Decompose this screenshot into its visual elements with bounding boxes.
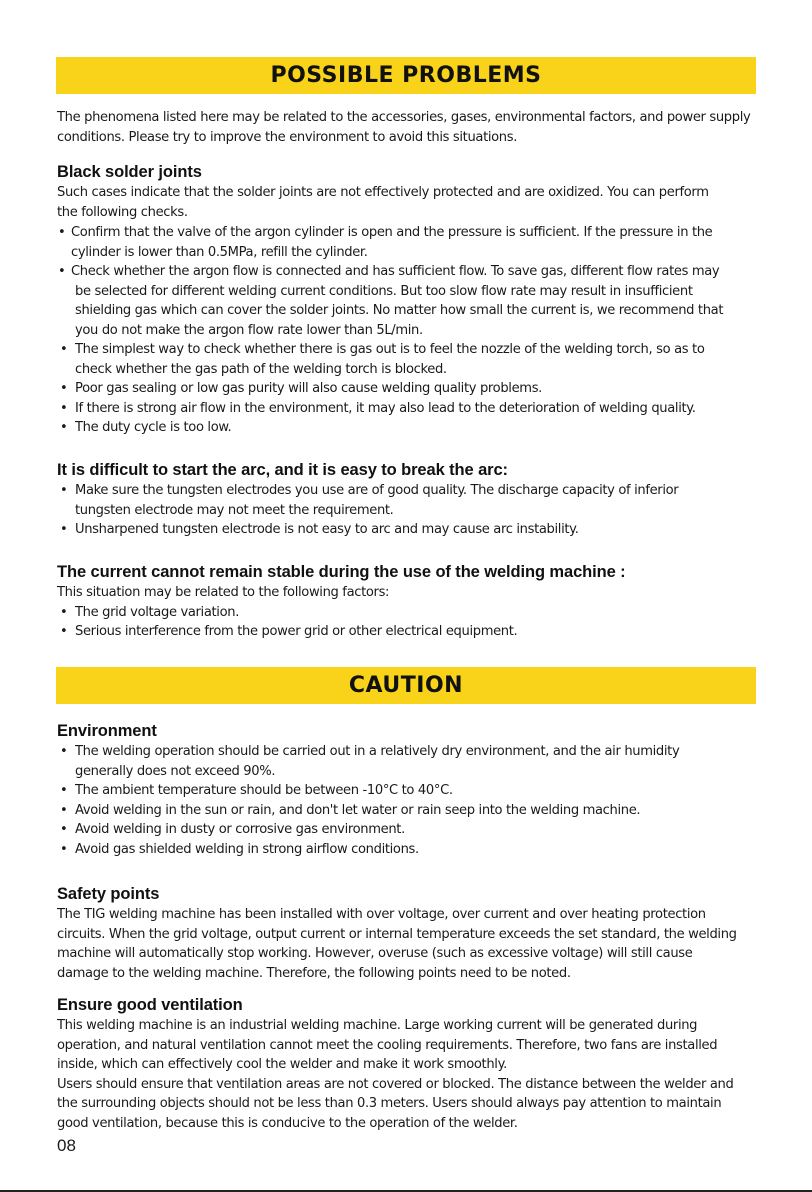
item-line: check whether the gas path of the welding torch is blocked. (75, 361, 447, 377)
item-line: If there is strong air flow in the environment, it may also lead to the deterioration of welding quality. (75, 400, 696, 416)
bullet-dot: • (60, 841, 68, 857)
list-item (57, 399, 757, 419)
section-heading: The current cannot remain stable during the use of the welding machine : (57, 563, 626, 581)
item-line: Poor gas sealing or low gas purity will also cause welding quality problems. (75, 381, 542, 396)
problems-intro (57, 108, 757, 147)
section-text: The TIG welding machine has been installed with over voltage, over current and over heating protection (57, 907, 706, 922)
section-heading: Ensure good ventilation (57, 996, 243, 1014)
list-item (57, 603, 757, 623)
caution-banner (56, 667, 756, 704)
section-text: circuits. When the grid voltage, output current or internal temperature exceeds the set standard, the welding (57, 926, 737, 942)
section-text: the following checks. (57, 204, 188, 220)
section-text: operation, and natural ventilation cannot meet the cooling requirements. Therefore, two fans are installed (57, 1037, 718, 1053)
list-item (57, 840, 757, 860)
page-number: 08 (57, 1136, 76, 1155)
item-line: The duty cycle is too low. (75, 420, 232, 435)
black-joints-list (57, 223, 757, 438)
current-list (57, 603, 757, 642)
bullet-dot: • (60, 624, 68, 639)
bullet-dot: • (58, 225, 66, 240)
list-item (57, 742, 757, 781)
bullet-dot: • (60, 420, 68, 435)
current-section (57, 561, 757, 642)
intro-line: The phenomena listed here may be related to the accessories, gases, environmental factors, and power supply (57, 110, 751, 125)
item-line: The grid voltage variation. (75, 604, 240, 620)
list-item (57, 520, 757, 540)
bullet-dot: • (60, 381, 68, 396)
bullet-dot: • (60, 822, 68, 837)
list-item (57, 820, 757, 840)
list-item (57, 781, 757, 801)
bullet-dot: • (60, 400, 68, 416)
bullet-dot: • (58, 264, 66, 279)
list-item (57, 622, 757, 642)
bullet-dot: • (60, 604, 68, 620)
item-line: The simplest way to check whether there is gas out is to feel the nozzle of the welding torch, so as to (75, 342, 705, 357)
section-text: This situation may be related to the following factors: (57, 585, 390, 600)
section-text: the surrounding objects should not be less than 0.3 meters. Users should always pay attention to maintain (57, 1096, 722, 1111)
item-line: Confirm that the valve of the argon cylinder is open and the pressure is sufficient. If the pressure in the (71, 225, 713, 240)
bullet-dot: • (60, 522, 68, 537)
item-line: The ambient temperature should be between -10°C to 40°C. (75, 783, 453, 798)
item-line: cylinder is lower than 0.5MPa, refill the cylinder. (71, 244, 368, 260)
item-line: you do not make the argon flow rate lower than 5L/min. (75, 322, 423, 338)
list-item (57, 801, 757, 821)
section-text: machine will automatically stop working. However, overuse (such as excessive voltage) will still cause (57, 946, 693, 961)
item-line: Unsharpened tungsten electrode is not easy to arc and may cause arc instability. (75, 522, 579, 537)
section-text: Users should ensure that ventilation areas are not covered or blocked. The distance between the welder and (57, 1076, 734, 1092)
item-line: Avoid welding in the sun or rain, and don't let water or rain seep into the welding machine. (75, 802, 641, 818)
banner-title: POSSIBLE PROBLEMS (270, 63, 542, 88)
section-text: This welding machine is an industrial welding machine. Large working current will be generated during (57, 1018, 698, 1033)
arc-list (57, 481, 757, 540)
arc-section (57, 459, 757, 540)
list-item (57, 481, 757, 520)
section-heading: Safety points (57, 885, 160, 903)
item-line: Avoid gas shielded welding in strong airflow conditions. (75, 841, 419, 857)
list-item (57, 262, 757, 340)
section-text: damage to the welding machine. Therefore, the following points need to be noted. (57, 965, 571, 981)
item-line: Make sure the tungsten electrodes you use are of good quality. The discharge capacity of inferior (75, 483, 679, 498)
item-line: Check whether the argon flow is connected and has sufficient flow. To save gas, different flow rates may (71, 264, 720, 279)
bullet-dot: • (60, 783, 68, 798)
environment-section (57, 720, 757, 859)
possible-problems-banner (56, 57, 756, 94)
list-item (57, 223, 757, 262)
item-line: tungsten electrode may not meet the requirement. (75, 502, 394, 518)
section-heading: Environment (57, 722, 157, 740)
bullet-dot: • (60, 483, 68, 498)
banner-title: CAUTION (348, 673, 464, 698)
bullet-dot: • (60, 802, 68, 818)
ventilation-section (57, 994, 757, 1133)
intro-line: conditions. Please try to improve the environment to avoid this situations. (57, 129, 518, 145)
section-text: Such cases indicate that the solder joints are not effectively protected and are oxidized. You can perform (57, 185, 709, 200)
section-text: inside, which can effectively cool the welder and make it work smoothly. (57, 1057, 507, 1072)
section-heading: It is difficult to start the arc, and it is easy to break the arc: (57, 461, 508, 479)
item-line: The welding operation should be carried out in a relatively dry environment, and the air humidity (75, 744, 680, 759)
list-item (57, 379, 757, 399)
list-item (57, 418, 757, 438)
item-line: Serious interference from the power grid or other electrical equipment. (75, 624, 518, 639)
bullet-dot: • (60, 744, 68, 759)
item-line: shielding gas which can cover the solder joints. No matter how small the current is, we recommend that (75, 303, 724, 318)
environment-list (57, 742, 757, 859)
section-text: good ventilation, because this is conducive to the operation of the welder. (57, 1115, 518, 1131)
item-line: Avoid welding in dusty or corrosive gas environment. (75, 822, 405, 837)
bullet-dot: • (60, 342, 68, 357)
section-heading: Black solder joints (57, 163, 202, 181)
list-item (57, 340, 757, 379)
item-line: be selected for different welding current conditions. But too slow flow rate may result in insufficient (75, 283, 693, 299)
black-joints-section (57, 161, 757, 438)
item-line: generally does not exceed 90%. (75, 763, 276, 779)
safety-section (57, 883, 757, 983)
